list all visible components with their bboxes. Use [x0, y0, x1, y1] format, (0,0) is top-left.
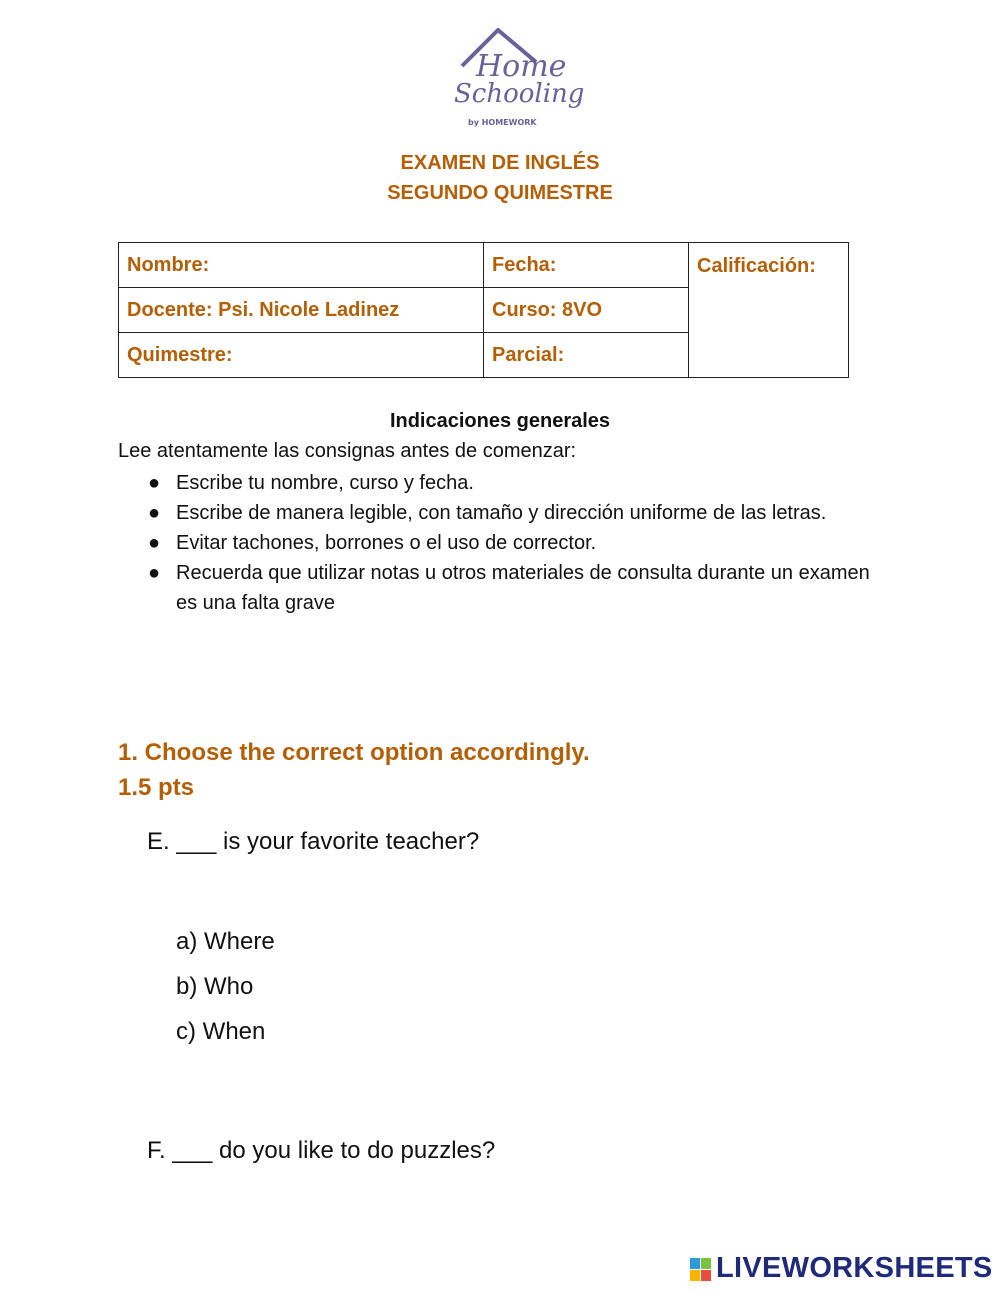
parcial-cell[interactable]: Parcial:: [484, 333, 689, 378]
option-b[interactable]: b) Who: [176, 973, 254, 1000]
logo-byline: by HOMEWORK: [468, 118, 537, 127]
list-item: ● Evitar tachones, borrones o el uso de corrector.: [118, 528, 893, 558]
quimestre-cell[interactable]: Quimestre:: [119, 333, 484, 378]
curso-cell: Curso: 8VO: [484, 288, 689, 333]
option-a[interactable]: a) Where: [176, 928, 275, 955]
bullet-icon: ●: [148, 562, 161, 584]
student-info-table: [118, 242, 849, 378]
logo-line2: Schooling: [454, 79, 585, 109]
section-points: 1.5 pts: [118, 774, 195, 801]
question-f: F. ___ do you like to do puzzles?: [147, 1137, 496, 1164]
bullet-icon: ●: [148, 532, 161, 554]
nombre-cell[interactable]: Nombre:: [119, 243, 484, 288]
bullet-icon: ●: [148, 472, 161, 494]
section-title: 1. Choose the correct option accordingly.: [118, 739, 590, 766]
calificacion-cell[interactable]: Calificación:: [689, 243, 849, 378]
homeschooling-logo: [440, 24, 585, 132]
indicaciones-title: Indicaciones generales: [389, 410, 611, 432]
liveworksheets-logo: [690, 1252, 993, 1286]
question-e: E. ___ is your favorite teacher?: [147, 828, 480, 855]
indicaciones-intro: Lee atentamente las consignas antes de comenzar:: [118, 440, 577, 462]
logo-line1: Home: [476, 49, 567, 84]
fecha-cell[interactable]: Fecha:: [484, 243, 689, 288]
indicaciones-list: [118, 468, 893, 618]
bullet-icon: ●: [148, 502, 161, 524]
exam-subtitle: SEGUNDO QUIMESTRE: [387, 182, 613, 204]
docente-cell: Docente: Psi. Nicole Ladinez: [119, 288, 484, 333]
exam-title: EXAMEN DE INGLÉS: [400, 152, 600, 174]
list-item: ● Escribe tu nombre, curso y fecha.: [118, 468, 893, 498]
list-item: ● Escribe de manera legible, con tamaño y dirección uniforme de las letras.: [118, 498, 893, 528]
liveworksheets-badge-icon: [690, 1258, 712, 1282]
option-c[interactable]: c) When: [176, 1018, 266, 1045]
list-item: ● Recuerda que utilizar notas u otros materiales de consulta durante un examen es una falta grave: [118, 558, 893, 618]
liveworksheets-brand: LIVEWORKSHEETS: [716, 1252, 993, 1284]
